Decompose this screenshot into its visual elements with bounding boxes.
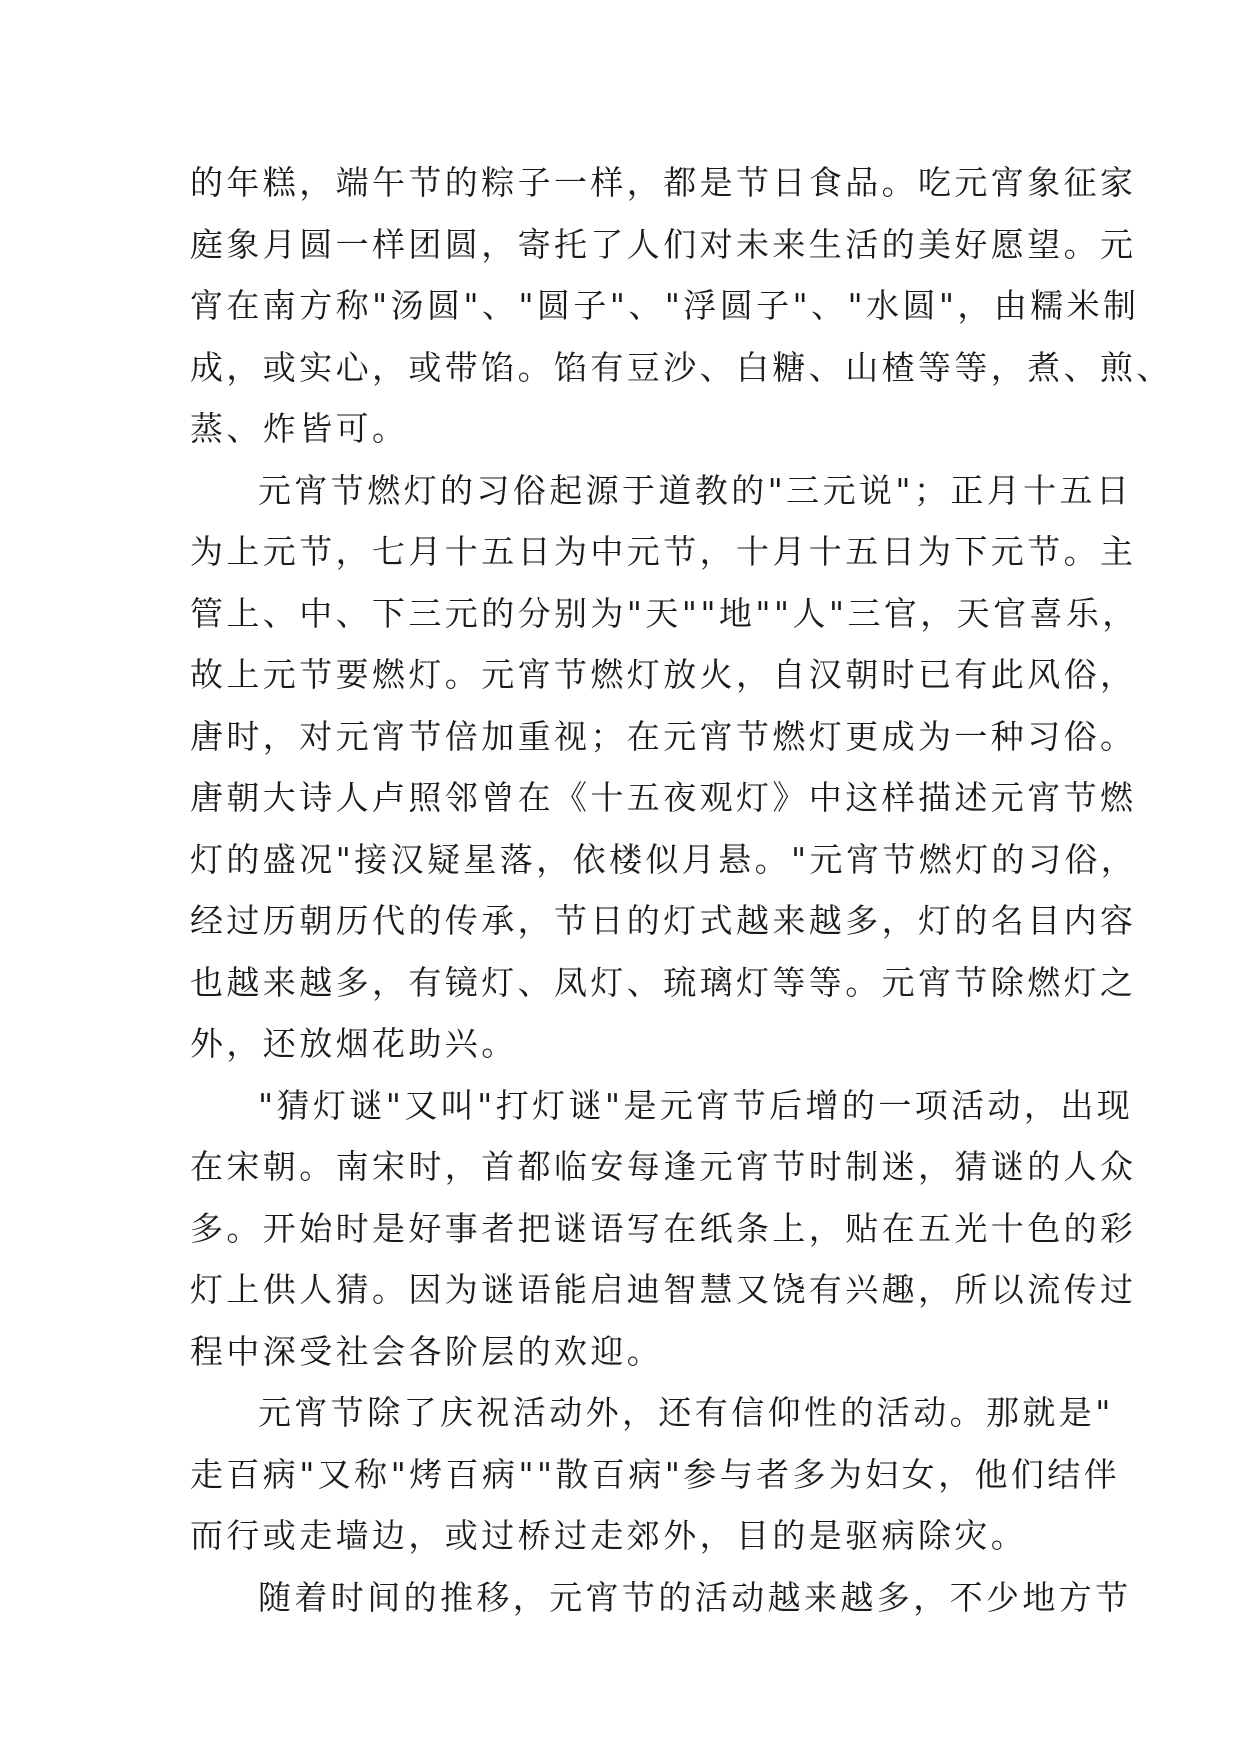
paragraph-first-line: "猜灯谜"又叫"打灯谜"是元宵节后增的一项活动，出现	[258, 1085, 1134, 1125]
text-line: 走百病"又称"烤百病""散百病"参与者多为妇女，他们结伴	[190, 1454, 1121, 1494]
text-line: 的年糕，端午节的粽子一样，都是节日食品。吃元宵象征家	[190, 163, 1137, 202]
text-line: 外，还放烟花助兴。	[190, 1024, 518, 1063]
text-line: 庭象月圆一样团圆，寄托了人们对未来生活的美好愿望。元	[190, 224, 1137, 264]
text-line: 唐朝大诗人卢照邻曾在《十五夜观灯》中这样描述元宵节燃	[190, 778, 1137, 817]
text-line: 程中深受社会各阶层的欢迎。	[190, 1331, 664, 1371]
text-line: 经过历朝历代的传承，节日的灯式越来越多，灯的名目内容	[190, 901, 1137, 940]
text-line: 也越来越多，有镜灯、凤灯、琉璃灯等等。元宵节除燃灯之	[190, 962, 1137, 1002]
text-line: 灯上供人猜。因为谜语能启迪智慧又饶有兴趣，所以流传过	[190, 1270, 1137, 1309]
text-line: 在宋朝。南宋时，首都临安每逢元宵节时制迷，猜谜的人众	[190, 1147, 1137, 1186]
text-line: 宵在南方称"汤圆"、"圆子"、"浮圆子"、"水圆"，由糯米制	[190, 286, 1140, 325]
text-line: 蒸、炸皆可。	[190, 409, 409, 448]
text-line: 故上元节要燃灯。元宵节燃灯放火，自汉朝时已有此风俗，	[190, 655, 1137, 694]
document-body	[190, 152, 1173, 1628]
paragraph-first-line: 随着时间的推移，元宵节的活动越来越多，不少地方节	[258, 1577, 1132, 1617]
text-line: 而行或走墙边，或过桥过走郊外，目的是驱病除灾。	[190, 1516, 1028, 1555]
text-line: 灯的盛况"接汉疑星落，依楼似月悬。"元宵节燃灯的习俗，	[190, 839, 1138, 879]
text-line: 唐时，对元宵节倍加重视；在元宵节燃灯更成为一种习俗。	[190, 716, 1137, 756]
text-line: 成，或实心，或带馅。馅有豆沙、白糖、山楂等等，煮、煎、	[190, 347, 1173, 387]
text-line: 多。开始时是好事者把谜语写在纸条上，贴在五光十色的彩	[190, 1208, 1137, 1248]
paragraph-first-line: 元宵节除了庆祝活动外，还有信仰性的活动。那就是"	[258, 1393, 1114, 1432]
text-line: 管上、中、下三元的分别为"天""地""人"三官，天官喜乐，	[190, 593, 1139, 633]
paragraph-first-line: 元宵节燃灯的习俗起源于道教的"三元说"；正月十五日	[258, 470, 1133, 510]
text-line: 为上元节，七月十五日为中元节，十月十五日为下元节。主	[190, 532, 1137, 571]
